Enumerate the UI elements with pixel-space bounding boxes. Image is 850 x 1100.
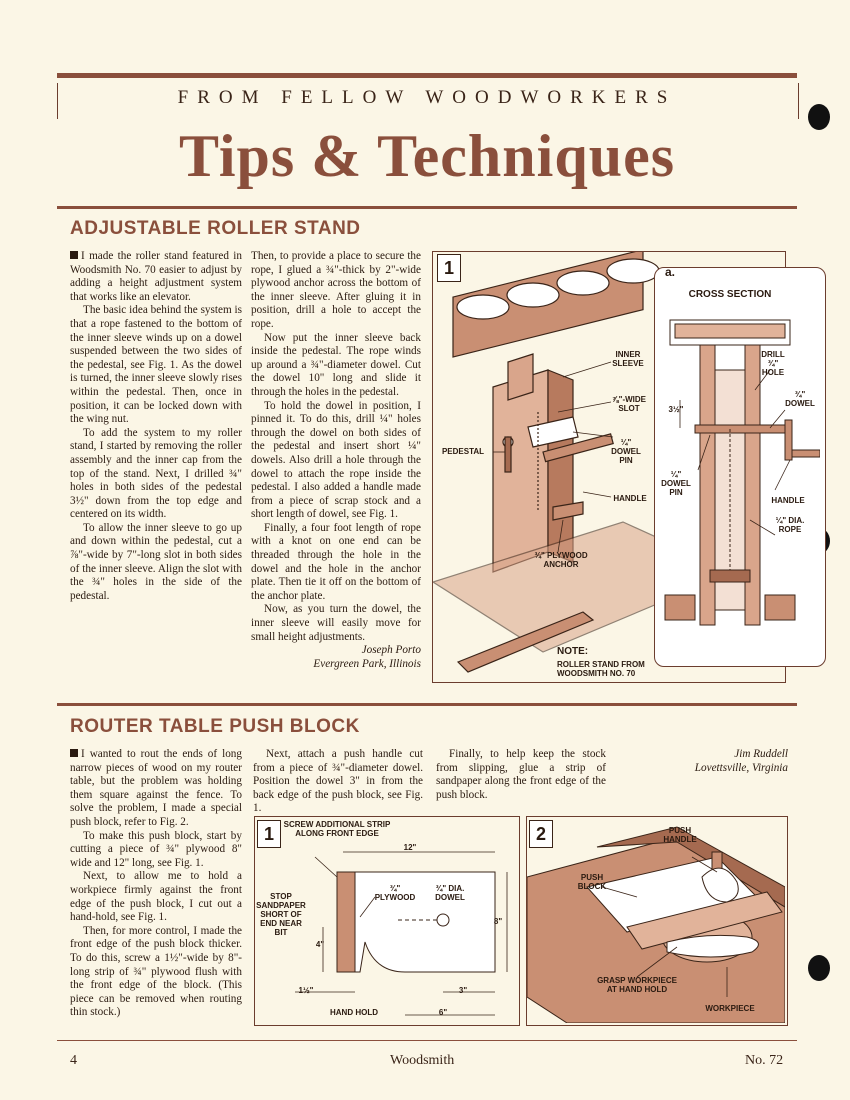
figure-push-block-plan-number: 1	[257, 820, 281, 848]
footer-publication: Woodsmith	[390, 1053, 455, 1068]
fig2a-label-3: 3"	[458, 986, 468, 995]
binder-hole-top	[808, 104, 830, 130]
fig2a-label-stop: STOP SANDPAPER SHORT OF END NEAR BIT	[256, 892, 306, 937]
fig2a-label-screw: SCREW ADDITIONAL STRIP ALONG FRONT EDGE	[283, 820, 391, 838]
fig2b-label-grasp: GRASP WORKPIECE AT HAND HOLD	[597, 976, 677, 994]
top-rule	[57, 73, 797, 78]
s1-para-7: To hold the dowel in position, I pinned it. To do this, drill ¼" holes through the dowel on both sides of the pedestal and insert short ¼" dowels. Also drill a hole through the dowel to attach the rope inside the pedestal. I also added a handle made from a piece of scrap stock and a short length of dowel, see Fig. 1.	[251, 399, 421, 521]
s2-para-2: To make this push block, start by cutting a piece of ¾" plywood 8" wide and 12" long, see Fig. 1.	[70, 829, 242, 869]
fig1-label-pedestal: PEDESTAL	[441, 447, 485, 456]
s2-para-5: Next, attach a push handle cut from a piece of ¾"-diameter dowel. Position the dowel 3" in from the back edge of the push block, see Fig. 1.	[253, 748, 423, 815]
fig1-label-dowel-pin: ¼" DOWEL PIN	[611, 438, 641, 465]
s1-para-4: To allow the inner sleeve to go up and down within the pedestal, cut a ⅞"-wide by 7"-long slot in both sides of the inner sleeve. Align the slot with the ¾" holes in the side of the pedestal.	[70, 521, 242, 602]
fig2a-label-plywood: ¾" PLYWOOD	[374, 884, 416, 902]
section1-column-1	[70, 250, 242, 603]
section2-column-1	[70, 748, 242, 1020]
s2-signature-place: Lovettsville, Virginia	[694, 761, 788, 774]
s1-signature-place: Evergreen Park, Illinois	[313, 657, 421, 670]
fig2a-label-1-5: 1½"	[298, 986, 314, 995]
fig1a-label-dim: 3½"	[668, 405, 684, 414]
fig2a-label-4: 4"	[315, 940, 325, 949]
s1-para-6: Now put the inner sleeve back inside the pedestal. The rope winds up around a ¾"-diameter dowel. Cut the dowel 10" long and slide it through the holes in the pedestal.	[251, 331, 421, 398]
fig1-label-handle: HANDLE	[613, 494, 647, 503]
fig2a-label-12: 12"	[403, 843, 417, 852]
section-kicker: FROM FELLOW WOODWORKERS	[177, 87, 677, 108]
section1-rule	[57, 206, 797, 209]
s1-signature-name: Joseph Porto	[361, 644, 421, 657]
section2-column-3	[436, 748, 606, 802]
s1-para-1: I made the roller stand featured in Woodsmith No. 70 easier to adjust by adding a height adjustment system that works like an elevator.	[70, 250, 242, 303]
section2-column-2	[253, 748, 423, 816]
section1-column-2	[251, 250, 421, 671]
s2-para-6: Finally, to help keep the stock from slipping, glue a strip of sandpaper along the front edge of the push block.	[436, 748, 606, 801]
fig1-label-anchor: ¾" PLYWOOD ANCHOR	[534, 551, 588, 569]
fig1a-title: CROSS SECTION	[688, 289, 772, 300]
s1-para-5: Then, to provide a place to secure the rope, I glued a ¾"-thick by 2"-wide plywood anchor across the bottom of the inner sleeve. After gluing it in position, drill a hole to accept the rope.	[251, 250, 421, 330]
fig1-label-slot: ⅞"-WIDE SLOT	[611, 395, 646, 413]
s2-para-1: I wanted to rout the ends of long narrow pieces of wood on my router table, but the problem was holding them square against the fence. To solve the problem, I made a special push block, refer to Fig. 2.	[70, 748, 242, 828]
binder-hole-bottom	[808, 955, 830, 981]
s2-para-4: Then, for more control, I made the front edge of the push block thicker. To do this, screw a 1½"-wide by 8"-long strip of ¾" plywood flush with the front edge of the block. (This piece can be removed when routing thin stock.)	[70, 924, 242, 1019]
fig2a-label-dowel: ¾" DIA. DOWEL	[435, 884, 465, 902]
footer-rule	[57, 1040, 797, 1041]
s1-para-2: The basic idea behind the system is that a rope fastened to the bottom of the inner sleeve winds up on a dowel suspended between the two sides of the pedestal, see Fig. 1. As the dowel is turned, the inner sleeve slowly rises within the pedestal. Then, once in position, it can be locked down with the wing nut.	[70, 304, 242, 426]
fig1a-label-dowel: ¾" DOWEL	[785, 390, 815, 408]
s2-para-3: Next, to allow me to hold a workpiece firmly against the front edge of the push block, I cut out a hand-hold, see Fig. 1.	[70, 870, 242, 924]
figure-1-number: 1	[437, 254, 461, 282]
s2-signature-name: Jim Ruddell	[734, 748, 788, 760]
fig2b-label-push-handle: PUSH HANDLE	[663, 826, 697, 844]
fig2b-label-workpiece: WORKPIECE	[705, 1004, 755, 1013]
fig1-label-inner-sleeve: INNER SLEEVE	[612, 350, 644, 368]
figure-push-block-in-use-number: 2	[529, 820, 553, 848]
footer-page-number: 4	[70, 1053, 77, 1068]
fig1-note-body: ROLLER STAND FROM WOODSMITH NO. 70	[557, 660, 645, 678]
s1-para-3: To add the system to my roller stand, I started by removing the roller assembly and the inner cap from the top of the stand. Next, I drilled ¾" holes in both sides of the pedestal 3½" down from the top edge and centered on its width.	[70, 426, 242, 521]
fig2b-label-push-block: PUSH BLOCK	[577, 873, 607, 891]
fig1a-letter: a.	[665, 265, 676, 279]
fig2a-label-8: 8"	[493, 917, 503, 926]
section2-rule	[57, 703, 797, 706]
fig2a-label-6: 6"	[438, 1008, 448, 1017]
page-title: Tips & Techniques	[178, 123, 676, 189]
fig1-note-title: NOTE:	[557, 646, 589, 657]
fig1a-label-handle: HANDLE	[771, 496, 805, 505]
fig2a-label-hand-hold: HAND HOLD	[330, 1008, 378, 1017]
fig1a-label-dowel-pin: ¼" DOWEL PIN	[661, 470, 691, 497]
section2-heading: ROUTER TABLE PUSH BLOCK	[70, 716, 360, 737]
section1-heading: ADJUSTABLE ROLLER STAND	[70, 218, 361, 239]
section2-column-4	[618, 748, 788, 775]
fig1a-label-rope: ¼" DIA. ROPE	[775, 516, 805, 534]
fig1a-label-drill: DRILL ¾" HOLE	[761, 350, 785, 377]
s1-para-9: Now, as you turn the dowel, the inner sleeve will easily move for small height adjustments.	[251, 603, 421, 643]
s1-para-8: Finally, a four foot length of rope with a knot on one end can be threaded through the hole in the dowel and the hole in the anchor plate. Then tie it off on the bottom of the anchor plate.	[251, 521, 421, 602]
footer-issue: No. 72	[745, 1053, 784, 1068]
